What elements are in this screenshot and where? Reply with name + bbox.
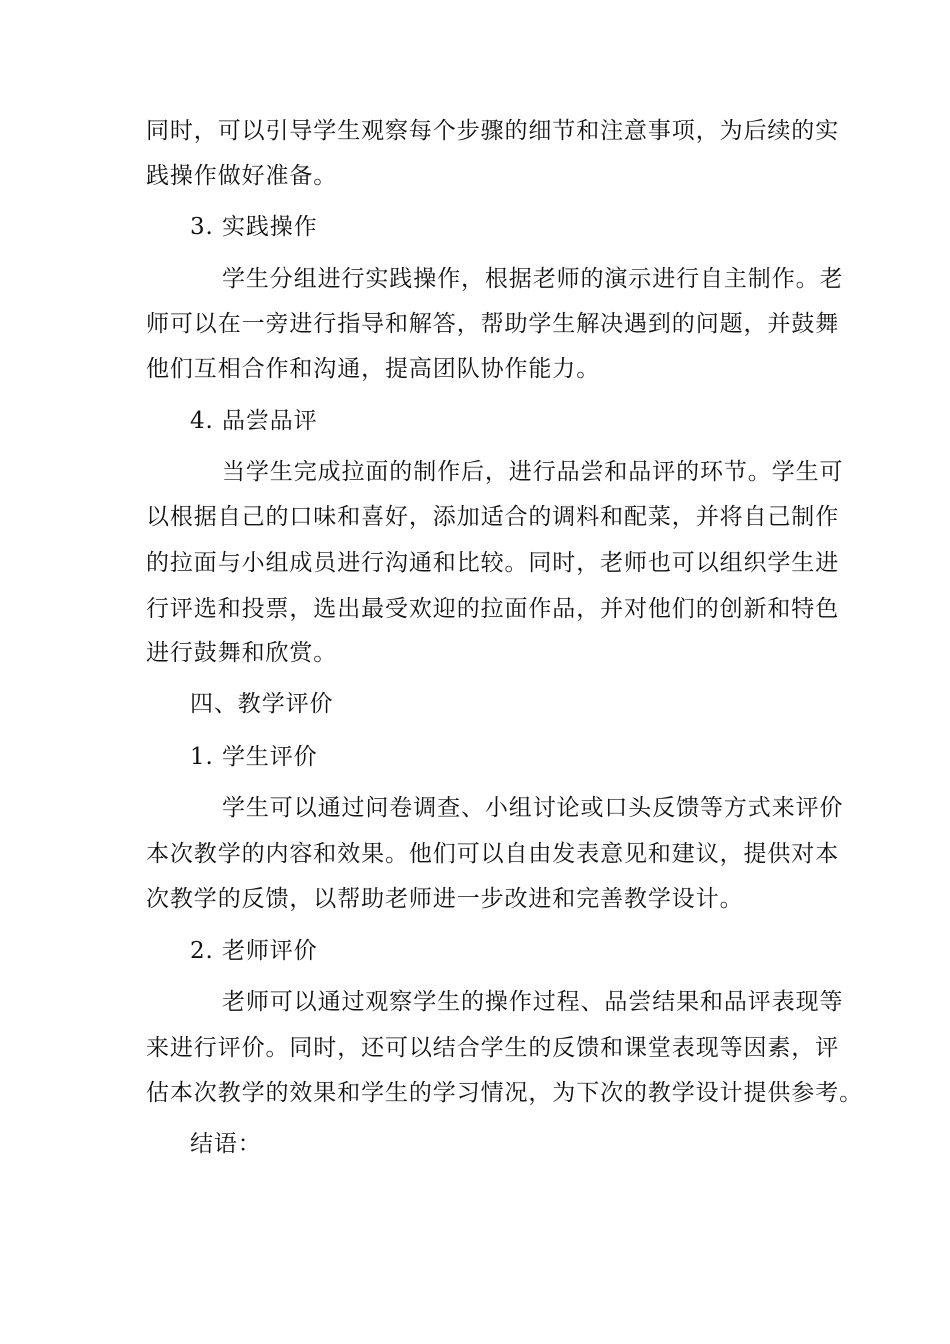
section-heading: 3. 实践操作 — [190, 214, 318, 240]
conclusion-heading: 结语： — [190, 1131, 262, 1157]
paragraph-line: 老师可以通过观察学生的操作过程、品尝结果和品评表现等 — [222, 989, 844, 1015]
paragraph-line: 学生分组进行实践操作，根据老师的演示进行自主制作。老 — [222, 266, 844, 292]
section-heading: 1. 学生评价 — [190, 744, 318, 770]
paragraph-line: 学生可以通过问卷调查、小组讨论或口头反馈等方式来评价 — [222, 795, 844, 821]
paragraph-line: 进行鼓舞和欣赏。 — [146, 640, 338, 666]
paragraph-line: 师可以在一旁进行指导和解答，帮助学生解决遇到的问题，并鼓舞 — [146, 311, 840, 337]
paragraph-line: 行评选和投票，选出最受欢迎的拉面作品，并对他们的创新和特色 — [146, 596, 840, 622]
paragraph-line: 来进行评价。同时，还可以结合学生的反馈和课堂表现等因素，评 — [146, 1035, 840, 1061]
paragraph-line: 同时，可以引导学生观察每个步骤的细节和注意事项，为后续的实 — [146, 118, 840, 144]
paragraph-line: 估本次教学的效果和学生的学习情况，为下次的教学设计提供参考。 — [146, 1080, 863, 1106]
paragraph-line: 践操作做好准备。 — [146, 163, 338, 189]
section-heading: 4. 品尝品评 — [190, 408, 318, 434]
paragraph-line: 他们互相合作和沟通，提高团队协作能力。 — [146, 356, 601, 382]
paragraph-line: 次教学的反馈，以帮助老师进一步改进和完善教学设计。 — [146, 886, 744, 912]
paragraph-line: 本次教学的内容和效果。他们可以自由发表意见和建议，提供对本 — [146, 841, 840, 867]
section-heading: 2. 老师评价 — [190, 938, 318, 964]
paragraph-line: 当学生完成拉面的制作后，进行品尝和品评的环节。学生可 — [222, 459, 844, 485]
paragraph-line: 的拉面与小组成员进行沟通和比较。同时，老师也可以组织学生进 — [146, 550, 840, 576]
paragraph-line: 以根据自己的口味和喜好，添加适合的调料和配菜，并将自己制作 — [146, 504, 840, 530]
part-heading: 四、教学评价 — [190, 691, 334, 717]
